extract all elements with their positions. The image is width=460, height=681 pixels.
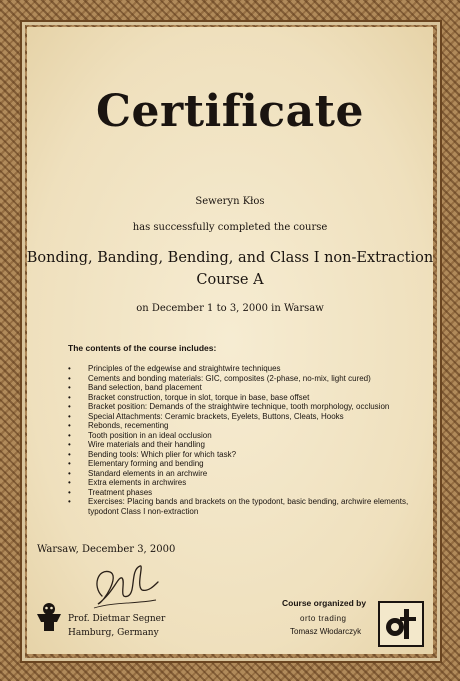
orto-trading-logo-icon (378, 601, 424, 647)
signature (84, 556, 164, 616)
signer-block (68, 612, 165, 640)
list-item (68, 450, 418, 460)
list-item (68, 374, 418, 384)
list-item (68, 364, 418, 374)
list-item (68, 488, 418, 498)
list-item-text: Wire materials and their handling (88, 440, 205, 449)
organizer-name: orto trading (300, 614, 347, 623)
list-item-text: Principles of the edgewise and straightwire techniques (88, 364, 281, 373)
list-item-text: Elementary forming and bending (88, 459, 204, 468)
course-title-line1: Bonding, Banding, Bending, and Class I non-Extraction (26, 250, 434, 266)
list-item-text: Tooth position in an ideal occlusion (88, 430, 212, 440)
list-item-text: Treatment phases (88, 487, 153, 497)
list-item-text: Bracket construction, torque in slot, torque in base, base offset (88, 392, 310, 402)
list-item-text: Cements and bonding materials: GIC, composites (2-phase, no-mix, light cured) (88, 373, 371, 383)
list-item (68, 431, 418, 441)
list-item-text: Exercises: Placing bands and brackets on the typodont, basic bending, archwire elements, typodont Class I non-extraction (88, 497, 409, 516)
contents-list (68, 364, 418, 516)
course-title-line2: Course A (196, 272, 264, 288)
signer-city: Hamburg, Germany (68, 628, 159, 638)
list-item-text: Extra elements in archwires (88, 478, 187, 487)
list-item-text: Rebonds, recementing (88, 421, 169, 430)
list-item (68, 393, 418, 403)
signer-name: Prof. Dietmar Segner (68, 614, 166, 624)
bullet-icon: • (68, 383, 71, 392)
list-item (68, 421, 418, 431)
bullet-icon: • (68, 478, 71, 487)
bullet-icon: • (68, 459, 71, 468)
bullet-icon: • (68, 497, 71, 506)
list-item (68, 459, 418, 469)
list-item (68, 478, 418, 488)
course-dates: on December 1 to 3, 2000 in Warsaw (136, 303, 324, 314)
bullet-icon: • (68, 487, 71, 497)
recipient-name: Seweryn Kłos (195, 196, 265, 207)
certificate-title: Certificate (96, 86, 364, 137)
list-item (68, 440, 418, 450)
bullet-icon: • (68, 402, 71, 411)
organizer-person: Tomasz Włodarczyk (290, 627, 362, 636)
bullet-icon: • (68, 449, 71, 459)
bullet-icon: • (68, 364, 71, 373)
list-item-text: Bracket position: Demands of the straightwire technique, tooth morphology, occlusion (88, 402, 390, 411)
list-item-text: Standard elements in an archwire (88, 468, 208, 478)
bullet-icon: • (68, 411, 71, 421)
list-item (68, 469, 418, 479)
organized-by-label: Course organized by (282, 598, 367, 608)
list-item (68, 402, 418, 412)
list-item (68, 497, 418, 516)
bullet-icon: • (68, 421, 71, 430)
completed-text: has successfully completed the course (132, 222, 328, 233)
place-and-date: Warsaw, December 3, 2000 (37, 544, 176, 555)
contents-heading: The contents of the course includes: (68, 343, 217, 353)
bullet-icon: • (68, 468, 71, 478)
list-item-text: Band selection, band placement (88, 383, 202, 392)
list-item (68, 412, 418, 422)
bullet-icon: • (68, 440, 71, 449)
list-item (68, 383, 418, 393)
bullet-icon: • (68, 392, 71, 402)
list-item-text: Special Attachments: Ceramic brackets, Eyelets, Buttons, Cleats, Hooks (88, 411, 344, 421)
bullet-icon: • (68, 373, 71, 383)
segner-logo-icon (34, 600, 64, 634)
list-item-text: Bending tools: Which plier for which task? (88, 449, 237, 459)
bullet-icon: • (68, 430, 71, 440)
